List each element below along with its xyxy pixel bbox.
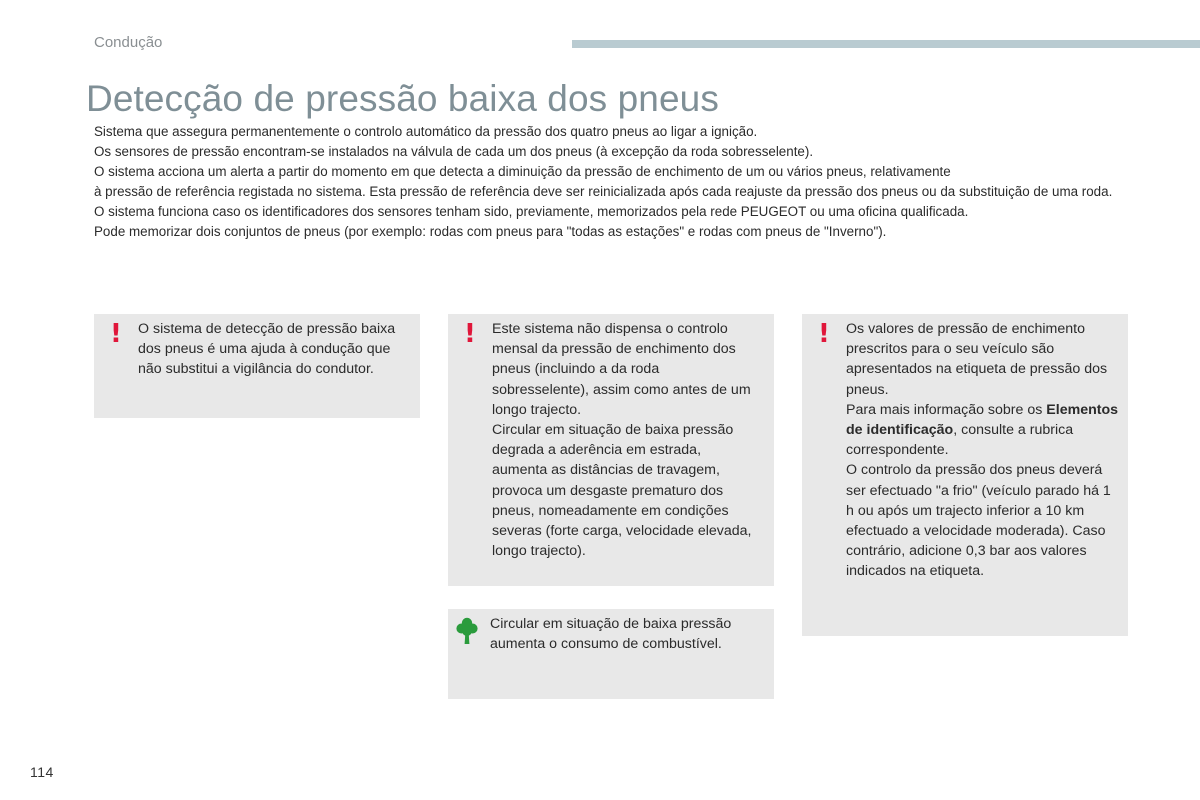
intro-paragraph: à pressão de referência registada no sistema. Esta pressão de referência deve ser reinicializada após cada reajuste da pressão dos pneus ou da substituição de uma roda. bbox=[94, 184, 1113, 200]
note-text bbox=[492, 319, 760, 561]
note-paragraph: Este sistema não dispensa o controlo mensal da pressão de enchimento dos pneus (incluindo a da roda sobresselente), assim como antes de um longo trajecto. bbox=[492, 321, 751, 418]
note-text bbox=[138, 319, 410, 380]
intro-paragraph: O sistema funciona caso os identificadores dos sensores tenham sido, previamente, memorizados pela rede PEUGEOT ou uma oficina qualificada. bbox=[94, 204, 969, 220]
note-paragraph bbox=[846, 400, 1122, 461]
intro-paragraph: Os sensores de pressão encontram-se instalados na válvula de cada um dos pneus (à excepção da roda sobresselente). bbox=[94, 144, 814, 160]
note-text bbox=[846, 319, 1122, 582]
intro-paragraph: Sistema que assegura permanentemente o controlo automático da pressão dos quatro pneus ao ligar a ignição. bbox=[94, 124, 758, 139]
warning-note-monthly-check bbox=[448, 314, 774, 586]
section-bar bbox=[572, 40, 1200, 48]
page-number: 114 bbox=[30, 764, 54, 780]
intro-paragraph: O sistema acciona um alerta a partir do momento em que detecta a diminuição da pressão de enchimento de um ou vários pneus, relativamente bbox=[94, 164, 951, 180]
warning-note-pressure-values bbox=[802, 314, 1128, 636]
note-paragraph: Circular em situação de baixa pressão degrada a aderência em estrada, aumenta as distâncias de travagem, provoca um desgaste prematuro dos pneus, nomeadamente em condições severas (forte carga, velocidade elevada, longo trajecto). bbox=[492, 422, 752, 560]
note-text-fragment: Para mais informação sobre os bbox=[846, 401, 1047, 418]
page-title: Detecção de pressão baixa dos pneus bbox=[86, 78, 719, 119]
note-text-fragment: , consulte a rubrica correspondente. bbox=[846, 422, 1074, 459]
note-paragraph: Os valores de pressão de enchimento prescritos para o seu veículo são apresentados na etiqueta de pressão dos pneus. bbox=[846, 321, 1108, 398]
exclamation-icon: ! bbox=[818, 319, 830, 349]
warning-note-vigilance bbox=[94, 314, 420, 418]
eco-tree-icon bbox=[456, 617, 478, 645]
note-paragraph: O controlo da pressão dos pneus deverá ser efectuado "a frio" (veículo parado há 1 h ou após um trajecto inferior a 10 km efectuado a velocidade moderada). Caso contrário, adicione 0,3 bar aos valores indicados na etiqueta. bbox=[846, 462, 1111, 580]
eco-note bbox=[448, 609, 774, 699]
intro-text bbox=[94, 122, 1124, 243]
note-paragraph: Circular em situação de baixa pressão aumenta o consumo de combustível. bbox=[490, 616, 732, 653]
identification-reference: Elementos de identificação bbox=[846, 401, 1119, 439]
section-label: Condução bbox=[94, 34, 163, 51]
intro-paragraph: Pode memorizar dois conjuntos de pneus (por exemplo: rodas com pneus para "todas as estações" e rodas com pneus de "Inverno"). bbox=[94, 224, 887, 240]
exclamation-icon: ! bbox=[464, 319, 476, 349]
note-paragraph: O sistema de detecção de pressão baixa dos pneus é uma ajuda à condução que não substitui a vigilância do condutor. bbox=[138, 321, 396, 378]
note-text bbox=[490, 614, 762, 654]
exclamation-icon: ! bbox=[110, 319, 122, 349]
